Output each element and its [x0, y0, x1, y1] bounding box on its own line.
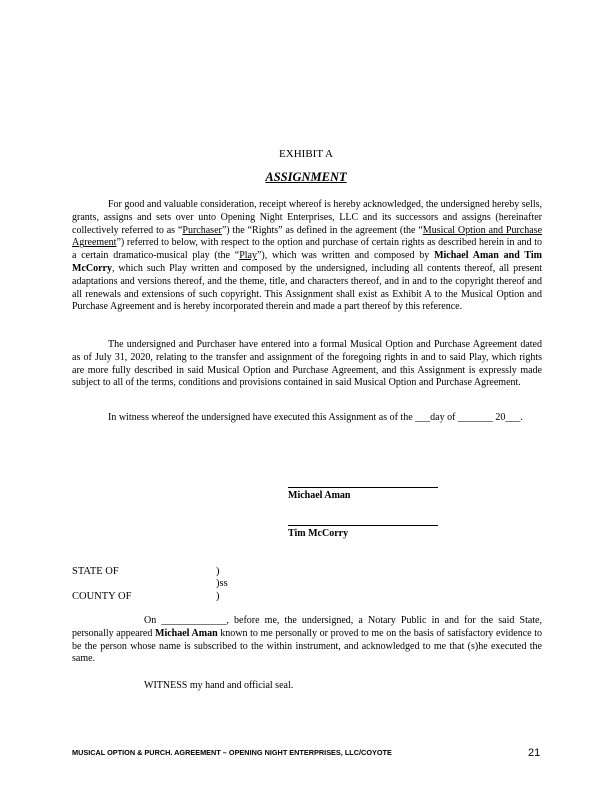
page-number: 21 [528, 747, 541, 759]
agreement-term: Musical Option and Purchase Agreement [72, 224, 543, 249]
notary-person-name: Michael Aman [155, 627, 218, 639]
notary-paragraph [72, 615, 542, 666]
signature-line-1 [288, 487, 438, 488]
ss-bracket: )ss [216, 578, 228, 589]
signer-name-2: Tim McCorry [288, 528, 349, 539]
play-term: Play [239, 250, 257, 262]
para1-text-1: For good and valuable consideration, receipt whereof is hereby acknowledged, the undersigned hereby sells, grants, assigns and sets over unto Opening Night Enterprises, LLC and its successors and assigns (hereinafter collectively referred to as “ [72, 199, 542, 236]
para1-text-5: , which such Play written and composed by the undersigned, including all contents thereof, all present adaptations and versions thereof, and the theme, title, and characters thereof, and in and to the copyright thereof and all renewals and extensions of such copyright. This Assignment shall exist as Exhibit A to the Musical Option and Purchase Agreement and is hereby incorporated therein and made a part thereof by this reference. [72, 262, 542, 313]
signature-line-2 [288, 525, 438, 526]
bracket-1: ) [216, 566, 220, 577]
signer-name-1: Michael Aman [288, 490, 351, 501]
para1-text-4: ”), which was written and composed by [256, 250, 435, 262]
para1-text-2: ”) the “Rights” as defined in the agreement (the “ [221, 224, 423, 236]
witness-seal-line: WITNESS my hand and official seal. [144, 680, 294, 691]
purchaser-term: Purchaser [182, 224, 222, 236]
exhibit-label: EXHIBIT A [279, 148, 333, 160]
bracket-3: ) [216, 591, 220, 602]
state-label: STATE OF [72, 566, 119, 577]
page-title: ASSIGNMENT [265, 170, 347, 184]
county-label: COUNTY OF [72, 591, 132, 602]
notary-text-1: On _____________, before me, the undersigned, a Notary Public in and for the said State, personally appeared [72, 615, 542, 639]
footer-text: MUSICAL OPTION & PURCH. AGREEMENT – OPENING NIGHT ENTERPRISES, LLC/COYOTE [72, 748, 392, 757]
agreement-paragraph: The undersigned and Purchaser have entered into a formal Musical Option and Purchase Agreement dated as of July 31, 2020, relating to the transfer and assignment of the foregoing rights in and to said Play, which rights are more fully described in said Musical Option and Purchase Agreement, and this Assignment is expressly made subject to all of the terms, conditions and provisions contained in said Musical Option and Purchase Agreement. [72, 339, 542, 389]
para1-text-3: ”) referred to below, with respect to the option and purchase of certain rights as described herein in and to a certain dramatico-musical play (the “ [72, 237, 542, 262]
notary-text-2: known to me personally or proved to me on the basis of satisfactory evidence to be the person whose name is subscribed to the within instrument, and acknowledged to me that (s)he executed the same. [72, 627, 542, 665]
authors-names: Michael Aman and Tim McCorry [72, 250, 542, 274]
witness-date-paragraph: In witness whereof the undersigned have executed this Assignment as of the ___day of _______ 20___. [108, 412, 523, 423]
assignment-paragraph [72, 199, 542, 314]
